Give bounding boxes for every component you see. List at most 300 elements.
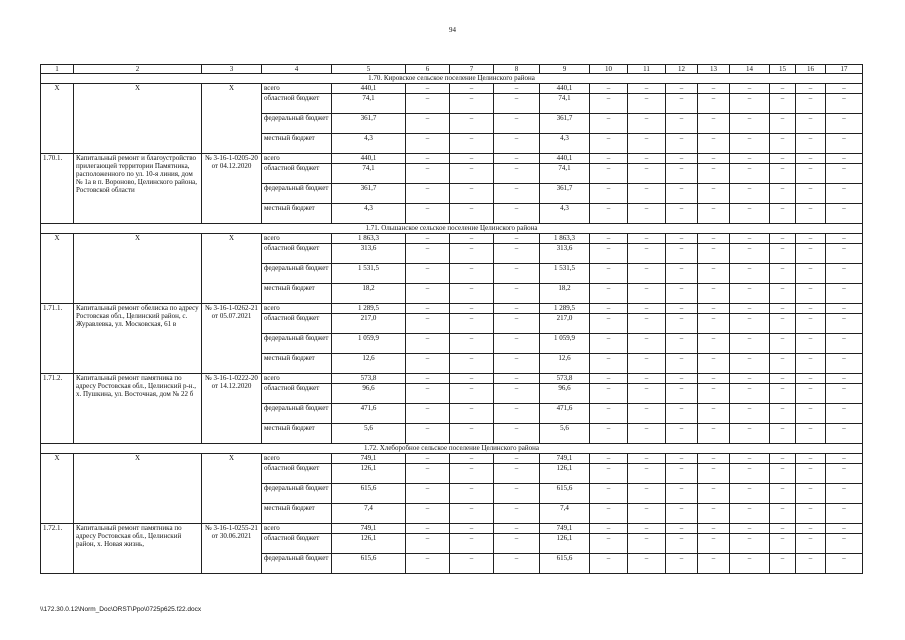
empty-value-col-15: – <box>770 204 796 224</box>
funding-source: федеральный бюджет <box>262 334 332 354</box>
empty-value-col-12: – <box>666 314 698 334</box>
value-col-5: 313,6 <box>332 244 406 264</box>
empty-value-col-7: – <box>450 504 494 524</box>
empty-value-col-15: – <box>770 184 796 204</box>
empty-value-col-16: – <box>796 184 826 204</box>
empty-value-col-6: – <box>406 534 450 554</box>
funding-source: местный бюджет <box>262 504 332 524</box>
empty-value-col-17: – <box>826 204 863 224</box>
empty-value-col-13: – <box>698 154 730 164</box>
value-col-9: 74,1 <box>540 94 590 114</box>
funding-source: областной бюджет <box>262 314 332 334</box>
empty-value-col-11: – <box>628 184 666 204</box>
column-number-1: 1 <box>41 65 74 74</box>
empty-value-col-16: – <box>796 234 826 244</box>
empty-value-col-8: – <box>494 424 540 444</box>
empty-value-col-10: – <box>590 354 628 374</box>
empty-value-col-12: – <box>666 554 698 574</box>
table-row <box>41 84 863 94</box>
funding-source: местный бюджет <box>262 204 332 224</box>
empty-value-col-15: – <box>770 424 796 444</box>
empty-value-col-13: – <box>698 554 730 574</box>
empty-value-col-11: – <box>628 424 666 444</box>
budget-table <box>40 64 863 574</box>
empty-value-col-16: – <box>796 504 826 524</box>
empty-value-col-17: – <box>826 524 863 534</box>
empty-value-col-12: – <box>666 84 698 94</box>
value-col-9: 749,1 <box>540 524 590 534</box>
funding-source: всего <box>262 154 332 164</box>
empty-value-col-16: – <box>796 284 826 304</box>
item-number: X <box>41 234 74 304</box>
empty-value-col-17: – <box>826 484 863 504</box>
empty-value-col-11: – <box>628 464 666 484</box>
empty-value-col-15: – <box>770 354 796 374</box>
empty-value-col-17: – <box>826 534 863 554</box>
empty-value-col-11: – <box>628 264 666 284</box>
empty-value-col-10: – <box>590 304 628 314</box>
empty-value-col-17: – <box>826 94 863 114</box>
empty-value-col-10: – <box>590 114 628 134</box>
empty-value-col-15: – <box>770 244 796 264</box>
empty-value-col-14: – <box>730 134 770 154</box>
object-name: Капитальный ремонт памятника по адресу Ростовская обл., Целинский район, х. Новая жизнь, <box>74 524 202 574</box>
empty-value-col-15: – <box>770 464 796 484</box>
empty-value-col-14: – <box>730 184 770 204</box>
empty-value-col-15: – <box>770 264 796 284</box>
section-title: 1.72. Хлеборобное сельское поселение Целинского района <box>41 444 863 454</box>
table-row <box>41 154 863 164</box>
value-col-9: 1 059,9 <box>540 334 590 354</box>
empty-value-col-13: – <box>698 504 730 524</box>
table-row <box>41 454 863 464</box>
empty-value-col-6: – <box>406 244 450 264</box>
empty-value-col-15: – <box>770 164 796 184</box>
table-row <box>41 304 863 314</box>
empty-value-col-14: – <box>730 464 770 484</box>
empty-value-col-12: – <box>666 234 698 244</box>
empty-value-col-15: – <box>770 84 796 94</box>
page-number: 94 <box>449 26 456 34</box>
empty-value-col-13: – <box>698 164 730 184</box>
empty-value-col-8: – <box>494 504 540 524</box>
empty-value-col-8: – <box>494 184 540 204</box>
empty-value-col-10: – <box>590 154 628 164</box>
empty-value-col-12: – <box>666 404 698 424</box>
empty-value-col-7: – <box>450 354 494 374</box>
empty-value-col-12: – <box>666 354 698 374</box>
empty-value-col-16: – <box>796 484 826 504</box>
value-col-5: 7,4 <box>332 504 406 524</box>
empty-value-col-11: – <box>628 154 666 164</box>
value-col-9: 12,6 <box>540 354 590 374</box>
empty-value-col-10: – <box>590 524 628 534</box>
empty-value-col-13: – <box>698 204 730 224</box>
empty-value-col-14: – <box>730 154 770 164</box>
funding-source: всего <box>262 454 332 464</box>
empty-value-col-8: – <box>494 524 540 534</box>
funding-source: федеральный бюджет <box>262 264 332 284</box>
object-name: Капитальный ремонт памятника по адресу Ростовская обл., Целинский р-н., х. Пушкина, ул. Восточная, дом № 22 б <box>74 374 202 444</box>
section-title-row <box>41 74 863 84</box>
funding-source: федеральный бюджет <box>262 404 332 424</box>
empty-value-col-6: – <box>406 84 450 94</box>
empty-value-col-15: – <box>770 524 796 534</box>
empty-value-col-7: – <box>450 154 494 164</box>
value-col-5: 615,6 <box>332 484 406 504</box>
empty-value-col-11: – <box>628 94 666 114</box>
empty-value-col-13: – <box>698 524 730 534</box>
value-col-9: 1 289,5 <box>540 304 590 314</box>
empty-value-col-10: – <box>590 404 628 424</box>
column-number-3: 3 <box>202 65 262 74</box>
empty-value-col-13: – <box>698 404 730 424</box>
value-col-9: 18,2 <box>540 284 590 304</box>
empty-value-col-15: – <box>770 534 796 554</box>
empty-value-col-6: – <box>406 424 450 444</box>
empty-value-col-14: – <box>730 524 770 534</box>
column-number-13: 13 <box>698 65 730 74</box>
empty-value-col-13: – <box>698 454 730 464</box>
empty-value-col-12: – <box>666 164 698 184</box>
value-col-9: 313,6 <box>540 244 590 264</box>
funding-source: областной бюджет <box>262 94 332 114</box>
value-col-5: 749,1 <box>332 454 406 464</box>
value-col-5: 126,1 <box>332 464 406 484</box>
empty-value-col-13: – <box>698 534 730 554</box>
empty-value-col-10: – <box>590 554 628 574</box>
empty-value-col-14: – <box>730 304 770 314</box>
empty-value-col-7: – <box>450 554 494 574</box>
document-reference: X <box>202 84 262 154</box>
column-number-15: 15 <box>770 65 796 74</box>
empty-value-col-6: – <box>406 384 450 404</box>
empty-value-col-8: – <box>494 314 540 334</box>
empty-value-col-7: – <box>450 334 494 354</box>
column-number-17: 17 <box>826 65 863 74</box>
empty-value-col-6: – <box>406 554 450 574</box>
empty-value-col-12: – <box>666 464 698 484</box>
empty-value-col-12: – <box>666 334 698 354</box>
empty-value-col-10: – <box>590 464 628 484</box>
empty-value-col-11: – <box>628 504 666 524</box>
empty-value-col-16: – <box>796 244 826 264</box>
empty-value-col-6: – <box>406 464 450 484</box>
empty-value-col-13: – <box>698 304 730 314</box>
empty-value-col-17: – <box>826 84 863 94</box>
value-col-5: 1 863,3 <box>332 234 406 244</box>
object-name: Капитальный ремонт обелиска по адресу Ростовская обл., Целинский район, с. Журавлевка, ул. Московская, 61 в <box>74 304 202 374</box>
value-col-9: 217,0 <box>540 314 590 334</box>
empty-value-col-15: – <box>770 504 796 524</box>
value-col-5: 4,3 <box>332 204 406 224</box>
empty-value-col-17: – <box>826 234 863 244</box>
empty-value-col-16: – <box>796 164 826 184</box>
empty-value-col-16: – <box>796 554 826 574</box>
empty-value-col-13: – <box>698 114 730 134</box>
empty-value-col-11: – <box>628 164 666 184</box>
value-col-9: 361,7 <box>540 114 590 134</box>
empty-value-col-16: – <box>796 354 826 374</box>
empty-value-col-10: – <box>590 374 628 384</box>
empty-value-col-15: – <box>770 304 796 314</box>
empty-value-col-6: – <box>406 94 450 114</box>
section-title-row <box>41 444 863 454</box>
section-title-row <box>41 224 863 234</box>
empty-value-col-15: – <box>770 404 796 424</box>
empty-value-col-8: – <box>494 534 540 554</box>
empty-value-col-6: – <box>406 164 450 184</box>
value-col-9: 5,6 <box>540 424 590 444</box>
column-number-8: 8 <box>494 65 540 74</box>
empty-value-col-7: – <box>450 134 494 154</box>
empty-value-col-17: – <box>826 454 863 464</box>
empty-value-col-6: – <box>406 204 450 224</box>
empty-value-col-15: – <box>770 384 796 404</box>
value-col-9: 440,1 <box>540 84 590 94</box>
empty-value-col-12: – <box>666 264 698 284</box>
empty-value-col-6: – <box>406 264 450 284</box>
empty-value-col-8: – <box>494 94 540 114</box>
empty-value-col-7: – <box>450 464 494 484</box>
funding-source: федеральный бюджет <box>262 114 332 134</box>
empty-value-col-17: – <box>826 244 863 264</box>
empty-value-col-6: – <box>406 284 450 304</box>
empty-value-col-13: – <box>698 464 730 484</box>
empty-value-col-13: – <box>698 94 730 114</box>
empty-value-col-8: – <box>494 374 540 384</box>
empty-value-col-17: – <box>826 464 863 484</box>
empty-value-col-10: – <box>590 84 628 94</box>
value-col-5: 573,8 <box>332 374 406 384</box>
empty-value-col-6: – <box>406 154 450 164</box>
document-reference: № 3-16-1-0262-21 от 05.07.2021 <box>202 304 262 374</box>
empty-value-col-14: – <box>730 534 770 554</box>
empty-value-col-8: – <box>494 114 540 134</box>
item-number: X <box>41 454 74 524</box>
empty-value-col-8: – <box>494 554 540 574</box>
empty-value-col-6: – <box>406 454 450 464</box>
empty-value-col-17: – <box>826 424 863 444</box>
empty-value-col-14: – <box>730 554 770 574</box>
section-title: 1.70. Кировское сельское поселение Целинского района <box>41 74 863 84</box>
empty-value-col-16: – <box>796 524 826 534</box>
funding-source: всего <box>262 84 332 94</box>
empty-value-col-17: – <box>826 114 863 134</box>
funding-source: областной бюджет <box>262 384 332 404</box>
empty-value-col-10: – <box>590 244 628 264</box>
item-number: 1.71.2. <box>41 374 74 444</box>
empty-value-col-12: – <box>666 424 698 444</box>
funding-source: всего <box>262 304 332 314</box>
empty-value-col-6: – <box>406 484 450 504</box>
empty-value-col-17: – <box>826 554 863 574</box>
empty-value-col-17: – <box>826 354 863 374</box>
empty-value-col-16: – <box>796 204 826 224</box>
empty-value-col-13: – <box>698 424 730 444</box>
empty-value-col-13: – <box>698 244 730 264</box>
value-col-5: 440,1 <box>332 154 406 164</box>
value-col-9: 126,1 <box>540 464 590 484</box>
empty-value-col-8: – <box>494 264 540 284</box>
empty-value-col-11: – <box>628 204 666 224</box>
empty-value-col-7: – <box>450 114 494 134</box>
empty-value-col-14: – <box>730 94 770 114</box>
empty-value-col-13: – <box>698 234 730 244</box>
item-number: 1.72.1. <box>41 524 74 574</box>
empty-value-col-7: – <box>450 374 494 384</box>
empty-value-col-15: – <box>770 154 796 164</box>
value-col-9: 4,3 <box>540 134 590 154</box>
empty-value-col-14: – <box>730 264 770 284</box>
funding-source: всего <box>262 524 332 534</box>
value-col-5: 4,3 <box>332 134 406 154</box>
empty-value-col-11: – <box>628 484 666 504</box>
value-col-9: 1 531,5 <box>540 264 590 284</box>
empty-value-col-12: – <box>666 244 698 264</box>
funding-source: местный бюджет <box>262 134 332 154</box>
empty-value-col-14: – <box>730 424 770 444</box>
empty-value-col-10: – <box>590 504 628 524</box>
empty-value-col-12: – <box>666 504 698 524</box>
empty-value-col-14: – <box>730 84 770 94</box>
value-col-9: 615,6 <box>540 484 590 504</box>
empty-value-col-14: – <box>730 354 770 374</box>
empty-value-col-11: – <box>628 244 666 264</box>
value-col-5: 1 531,5 <box>332 264 406 284</box>
value-col-9: 361,7 <box>540 184 590 204</box>
empty-value-col-7: – <box>450 384 494 404</box>
empty-value-col-17: – <box>826 374 863 384</box>
empty-value-col-11: – <box>628 314 666 334</box>
empty-value-col-6: – <box>406 134 450 154</box>
empty-value-col-12: – <box>666 304 698 314</box>
value-col-5: 361,7 <box>332 184 406 204</box>
value-col-9: 749,1 <box>540 454 590 464</box>
empty-value-col-11: – <box>628 134 666 154</box>
empty-value-col-7: – <box>450 244 494 264</box>
funding-source: местный бюджет <box>262 354 332 374</box>
empty-value-col-6: – <box>406 404 450 424</box>
empty-value-col-13: – <box>698 284 730 304</box>
empty-value-col-13: – <box>698 184 730 204</box>
empty-value-col-7: – <box>450 524 494 534</box>
value-col-9: 126,1 <box>540 534 590 554</box>
empty-value-col-16: – <box>796 134 826 154</box>
empty-value-col-7: – <box>450 404 494 424</box>
empty-value-col-17: – <box>826 334 863 354</box>
empty-value-col-14: – <box>730 284 770 304</box>
empty-value-col-6: – <box>406 184 450 204</box>
empty-value-col-17: – <box>826 264 863 284</box>
empty-value-col-7: – <box>450 314 494 334</box>
empty-value-col-11: – <box>628 304 666 314</box>
empty-value-col-15: – <box>770 94 796 114</box>
empty-value-col-13: – <box>698 374 730 384</box>
table-row <box>41 234 863 244</box>
value-col-5: 18,2 <box>332 284 406 304</box>
empty-value-col-10: – <box>590 334 628 354</box>
value-col-5: 615,6 <box>332 554 406 574</box>
empty-value-col-12: – <box>666 454 698 464</box>
value-col-5: 126,1 <box>332 534 406 554</box>
empty-value-col-14: – <box>730 484 770 504</box>
empty-value-col-14: – <box>730 454 770 464</box>
funding-source: областной бюджет <box>262 464 332 484</box>
column-number-2: 2 <box>74 65 202 74</box>
empty-value-col-13: – <box>698 484 730 504</box>
column-number-4: 4 <box>262 65 332 74</box>
column-number-14: 14 <box>730 65 770 74</box>
column-number-5: 5 <box>332 65 406 74</box>
empty-value-col-15: – <box>770 554 796 574</box>
value-col-9: 74,1 <box>540 164 590 184</box>
empty-value-col-14: – <box>730 114 770 134</box>
value-col-5: 5,6 <box>332 424 406 444</box>
empty-value-col-13: – <box>698 134 730 154</box>
empty-value-col-15: – <box>770 234 796 244</box>
column-number-11: 11 <box>628 65 666 74</box>
value-col-5: 217,0 <box>332 314 406 334</box>
empty-value-col-16: – <box>796 94 826 114</box>
empty-value-col-16: – <box>796 154 826 164</box>
empty-value-col-8: – <box>494 404 540 424</box>
empty-value-col-16: – <box>796 404 826 424</box>
empty-value-col-11: – <box>628 454 666 464</box>
empty-value-col-8: – <box>494 164 540 184</box>
item-number: 1.71.1. <box>41 304 74 374</box>
empty-value-col-17: – <box>826 504 863 524</box>
empty-value-col-8: – <box>494 134 540 154</box>
empty-value-col-15: – <box>770 454 796 464</box>
empty-value-col-7: – <box>450 204 494 224</box>
empty-value-col-11: – <box>628 374 666 384</box>
empty-value-col-16: – <box>796 114 826 134</box>
funding-source: областной бюджет <box>262 534 332 554</box>
value-col-9: 440,1 <box>540 154 590 164</box>
empty-value-col-6: – <box>406 304 450 314</box>
empty-value-col-17: – <box>826 304 863 314</box>
empty-value-col-8: – <box>494 484 540 504</box>
item-number: 1.70.1. <box>41 154 74 224</box>
empty-value-col-17: – <box>826 164 863 184</box>
empty-value-col-15: – <box>770 374 796 384</box>
object-name: X <box>74 84 202 154</box>
value-col-5: 12,6 <box>332 354 406 374</box>
empty-value-col-12: – <box>666 94 698 114</box>
empty-value-col-10: – <box>590 284 628 304</box>
empty-value-col-7: – <box>450 534 494 554</box>
object-name: X <box>74 454 202 524</box>
empty-value-col-7: – <box>450 94 494 114</box>
empty-value-col-16: – <box>796 464 826 484</box>
empty-value-col-16: – <box>796 534 826 554</box>
empty-value-col-7: – <box>450 264 494 284</box>
empty-value-col-12: – <box>666 284 698 304</box>
column-number-16: 16 <box>796 65 826 74</box>
empty-value-col-8: – <box>494 454 540 464</box>
empty-value-col-6: – <box>406 114 450 134</box>
empty-value-col-17: – <box>826 384 863 404</box>
empty-value-col-14: – <box>730 504 770 524</box>
empty-value-col-8: – <box>494 464 540 484</box>
empty-value-col-14: – <box>730 404 770 424</box>
empty-value-col-12: – <box>666 114 698 134</box>
column-number-7: 7 <box>450 65 494 74</box>
funding-source: местный бюджет <box>262 424 332 444</box>
empty-value-col-10: – <box>590 424 628 444</box>
empty-value-col-15: – <box>770 284 796 304</box>
